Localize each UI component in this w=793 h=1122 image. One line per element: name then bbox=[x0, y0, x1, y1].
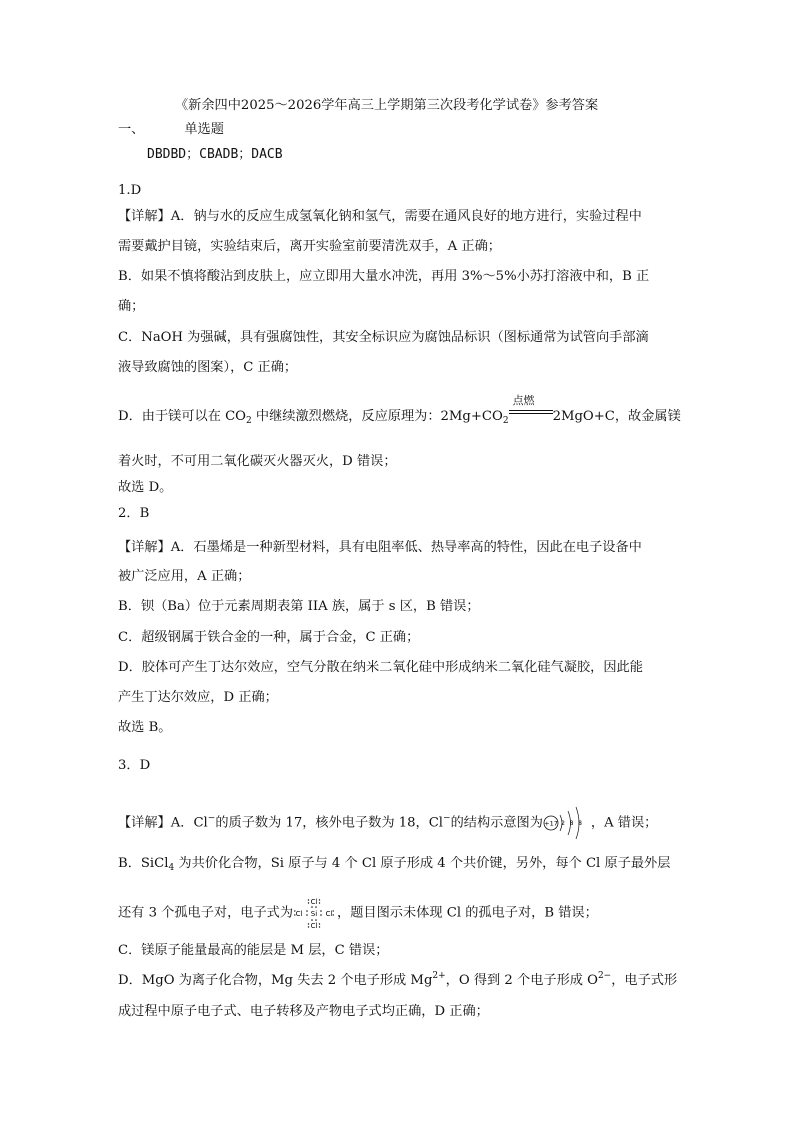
si-atom: Si bbox=[310, 910, 318, 918]
q3-b-text: 还有 3 个孤电子对，电子式为 bbox=[118, 905, 294, 921]
section-heading bbox=[118, 121, 224, 139]
q1-option-d-cont: 着火时，不可用二氧化碳灭火器灭火，D 错误； bbox=[118, 454, 397, 469]
subscript: 4 bbox=[168, 863, 175, 873]
nucleus-charge: +17 bbox=[544, 819, 558, 828]
q1-option-c-cont: 液导致腐蚀的图案），C 正确； bbox=[118, 360, 298, 375]
q3-option-d bbox=[118, 972, 677, 990]
q3-option-d-cont: 成过程中原子电子式、电子转移及产物电子式均正确，D 正确； bbox=[118, 1004, 489, 1019]
superscript: 2− bbox=[597, 971, 612, 981]
q2-option-d: D．胶体可产生丁达尔效应，空气分散在纳米二氧化硅中形成纳米二氧化硅气凝胶，因此能 bbox=[118, 660, 643, 675]
q1-option-b: B．如果不慎将酸沾到皮肤上，应立即用大量水冲洗，再用 3%～5%小苏打溶液中和，B 正 bbox=[118, 269, 650, 284]
q3-d-text: D．MgO 为离子化合物，Mg 失去 2 个电子形成 Mg bbox=[118, 973, 433, 988]
q1-option-b-cont: 确； bbox=[118, 299, 145, 314]
section-name: 单选题 bbox=[184, 122, 224, 137]
shell-count: 8 bbox=[577, 820, 582, 827]
q1-conclusion: 故选 D。 bbox=[118, 480, 173, 495]
shell-count: 2 bbox=[560, 820, 565, 827]
superscript: − bbox=[207, 813, 216, 824]
q2-option-c: C．超级钢属于铁合金的一种，属于合金，C 正确； bbox=[118, 630, 420, 645]
q1-option-c: C．NaOH 为强碱，具有强腐蚀性，其安全标识应为腐蚀品标识（图标通常为试管向手部滴 bbox=[118, 330, 649, 345]
q3-option-b-cont bbox=[118, 895, 598, 931]
q3-option-a bbox=[118, 806, 657, 840]
answer-key: DBDBD；CBADB；DACB bbox=[147, 147, 283, 162]
q2-option-b: B．钡（Ba）位于元素周期表第 IIA 族，属于 s 区，B 错误； bbox=[118, 599, 480, 614]
q3-a-text: 的质子数为 17，核外电子数为 18，Cl bbox=[215, 815, 444, 831]
chloride-ion-structure-diagram bbox=[543, 806, 589, 840]
cl-atom: Cl bbox=[325, 910, 333, 918]
q3-b-text: ，题目图示未体现 Cl 的孤电子对，B 错误； bbox=[337, 905, 598, 921]
q1-option-a-cont: 需要戴护目镜，实验结束后，离开实验室前要清洗双手，A 正确； bbox=[118, 239, 501, 254]
q2-option-d-cont: 产生丁达尔效应，D 正确； bbox=[118, 690, 278, 705]
q3-b-text: 为共价化合物，Si 原子与 4 个 Cl 原子形成 4 个共价键，另外，每个 Cl 原子最外层 bbox=[174, 856, 671, 871]
reaction-arrow bbox=[509, 394, 553, 422]
q3-b-text: B．SiCl bbox=[118, 856, 169, 871]
superscript: − bbox=[443, 813, 451, 824]
q1-d-text: 中继续激烈燃烧，反应原理为：2Mg+CO bbox=[251, 409, 503, 424]
q1-option-d bbox=[118, 394, 681, 426]
q1-option-a: 【详解】A．钠与水的反应生成氢氧化钠和氢气，需要在通风良好的地方进行，实验过程中 bbox=[118, 209, 642, 224]
subscript: 2 bbox=[502, 416, 509, 426]
page-title: 《新余四中2025～2026学年高三上学期第三次段考化学试卷》参考答案 bbox=[175, 98, 599, 113]
shell-count: 8 bbox=[569, 820, 574, 827]
q3-option-b bbox=[118, 855, 670, 873]
q2-conclusion: 故选 B。 bbox=[118, 720, 172, 735]
q3-d-text: ，电子式形 bbox=[611, 973, 678, 988]
sicl4-lewis-structure bbox=[294, 895, 334, 931]
subscript: 2 bbox=[245, 416, 252, 426]
q3-d-text: ，O 得到 2 个电子形成 O bbox=[445, 973, 598, 988]
q3-option-c: C．镁原子能量最高的能层是 M 层，C 错误； bbox=[118, 943, 389, 958]
q3-a-text: ，A 错误； bbox=[590, 815, 658, 831]
section-number: 一、 bbox=[118, 122, 145, 137]
q2-option-a: 【详解】A．石墨烯是一种新型材料，具有电阻率低、热导率高的特性，因此在电子设备中 bbox=[118, 540, 642, 555]
q3-number: 3．D bbox=[118, 758, 151, 773]
q3-a-text: 【详解】A．Cl bbox=[118, 815, 208, 831]
q1-d-text: D．由于镁可以在 CO bbox=[118, 409, 246, 424]
superscript: 2+ bbox=[432, 971, 446, 981]
q1-d-text: 2MgO+C，故金属镁 bbox=[552, 409, 681, 424]
q2-option-a-cont: 被广泛应用，A 正确； bbox=[118, 569, 251, 584]
cl-atom: Cl bbox=[295, 910, 303, 918]
reaction-condition: 点燃 bbox=[512, 394, 535, 407]
q1-number: 1.D bbox=[118, 183, 142, 198]
q3-a-text: 的结构示意图为 bbox=[450, 815, 543, 831]
cl-atom: Cl bbox=[310, 898, 318, 906]
cl-atom: Cl bbox=[310, 922, 318, 930]
q2-number: 2．B bbox=[118, 506, 150, 521]
